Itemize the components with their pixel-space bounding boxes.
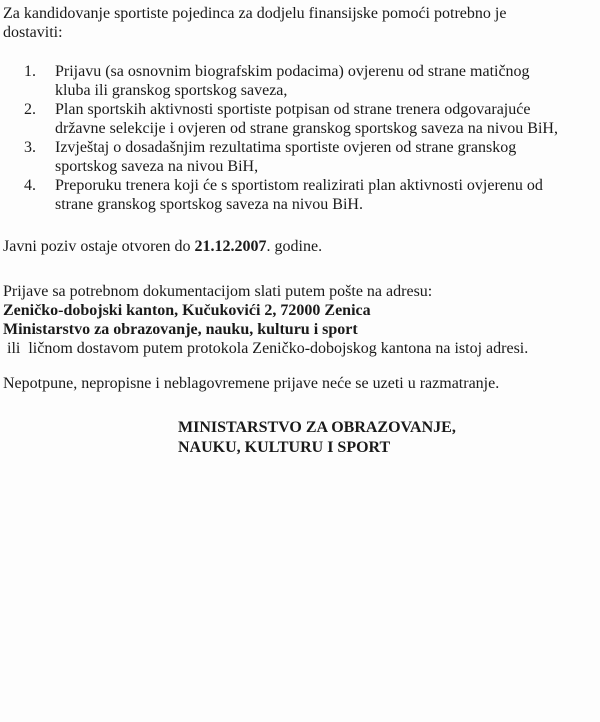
list-item-line: strane granskog sportskog saveza na nivou BiH.	[55, 196, 363, 213]
list-item-text	[55, 176, 600, 214]
list-item-line: državne selekcije i ovjeren od strane granskog sportskog saveza na nivou BiH,	[55, 120, 558, 137]
intro-line-1: Za kandidovanje sportiste pojedinca za dodjelu finansijske pomoći potrebno je	[3, 5, 507, 22]
submission-address: Zeničko-dobojski kanton, Kučukovići 2, 72000 Zenica	[3, 302, 371, 319]
list-item	[24, 176, 600, 214]
list-item-line: Izvještaj o dosadašnjim rezultatima sportiste ovjeren od strane granskog	[55, 139, 517, 156]
list-item-number: 1.	[24, 63, 36, 80]
intro-line-2: dostaviti:	[3, 24, 63, 41]
list-item-text	[55, 100, 600, 138]
list-item-number: 4.	[24, 177, 36, 194]
list-item-line: Plan sportskih aktivnosti sportiste potpisan od strane trenera odgovarajuće	[55, 101, 531, 118]
deadline-date: 21.12.2007	[194, 238, 267, 255]
list-item-number: 3.	[24, 139, 36, 156]
list-item-text	[55, 62, 600, 100]
list-item-text	[55, 138, 600, 176]
deadline-prefix: Javni poziv ostaje otvoren do	[3, 238, 195, 255]
deadline-paragraph	[3, 237, 600, 256]
signature-line-2: NAUKU, KULTURU I SPORT	[178, 439, 391, 456]
submission-intro: Prijave sa potrebnom dokumentacijom slati putem pošte na adresu:	[3, 283, 433, 300]
list-item-line: Prijavu (sa osnovnim biografskim podacima) ovjerenu od strane matičnog	[55, 63, 530, 80]
note-paragraph: Nepotpune, nepropisne i neblagovremene prijave neće se uzeti u razmatranje.	[3, 375, 500, 392]
list-item	[24, 100, 600, 138]
list-item-line: sportskog saveza na nivou BiH,	[55, 158, 259, 175]
submission-alternative: ili ličnom dostavom putem protokola Zeničko-dobojskog kantona na istoj adresi.	[3, 340, 529, 357]
deadline-suffix: . godine.	[266, 238, 323, 255]
submission-ministry: Ministarstvo za obrazovanje, nauku, kulturu i sport	[3, 321, 358, 338]
list-item-line: Preporuku trenera koji će s sportistom realizirati plan aktivnosti ovjerenu od	[55, 177, 543, 194]
signature-line-1: MINISTARSTVO ZA OBRAZOVANJE,	[178, 419, 456, 436]
list-item-line: kluba ili granskog sportskog saveza,	[55, 82, 288, 99]
intro-paragraph	[3, 4, 600, 42]
list-item-number: 2.	[24, 101, 36, 118]
submission-paragraph	[3, 282, 600, 358]
requirements-list	[24, 62, 600, 214]
list-item	[24, 62, 600, 100]
signature-block	[178, 418, 456, 458]
list-item	[24, 138, 600, 176]
